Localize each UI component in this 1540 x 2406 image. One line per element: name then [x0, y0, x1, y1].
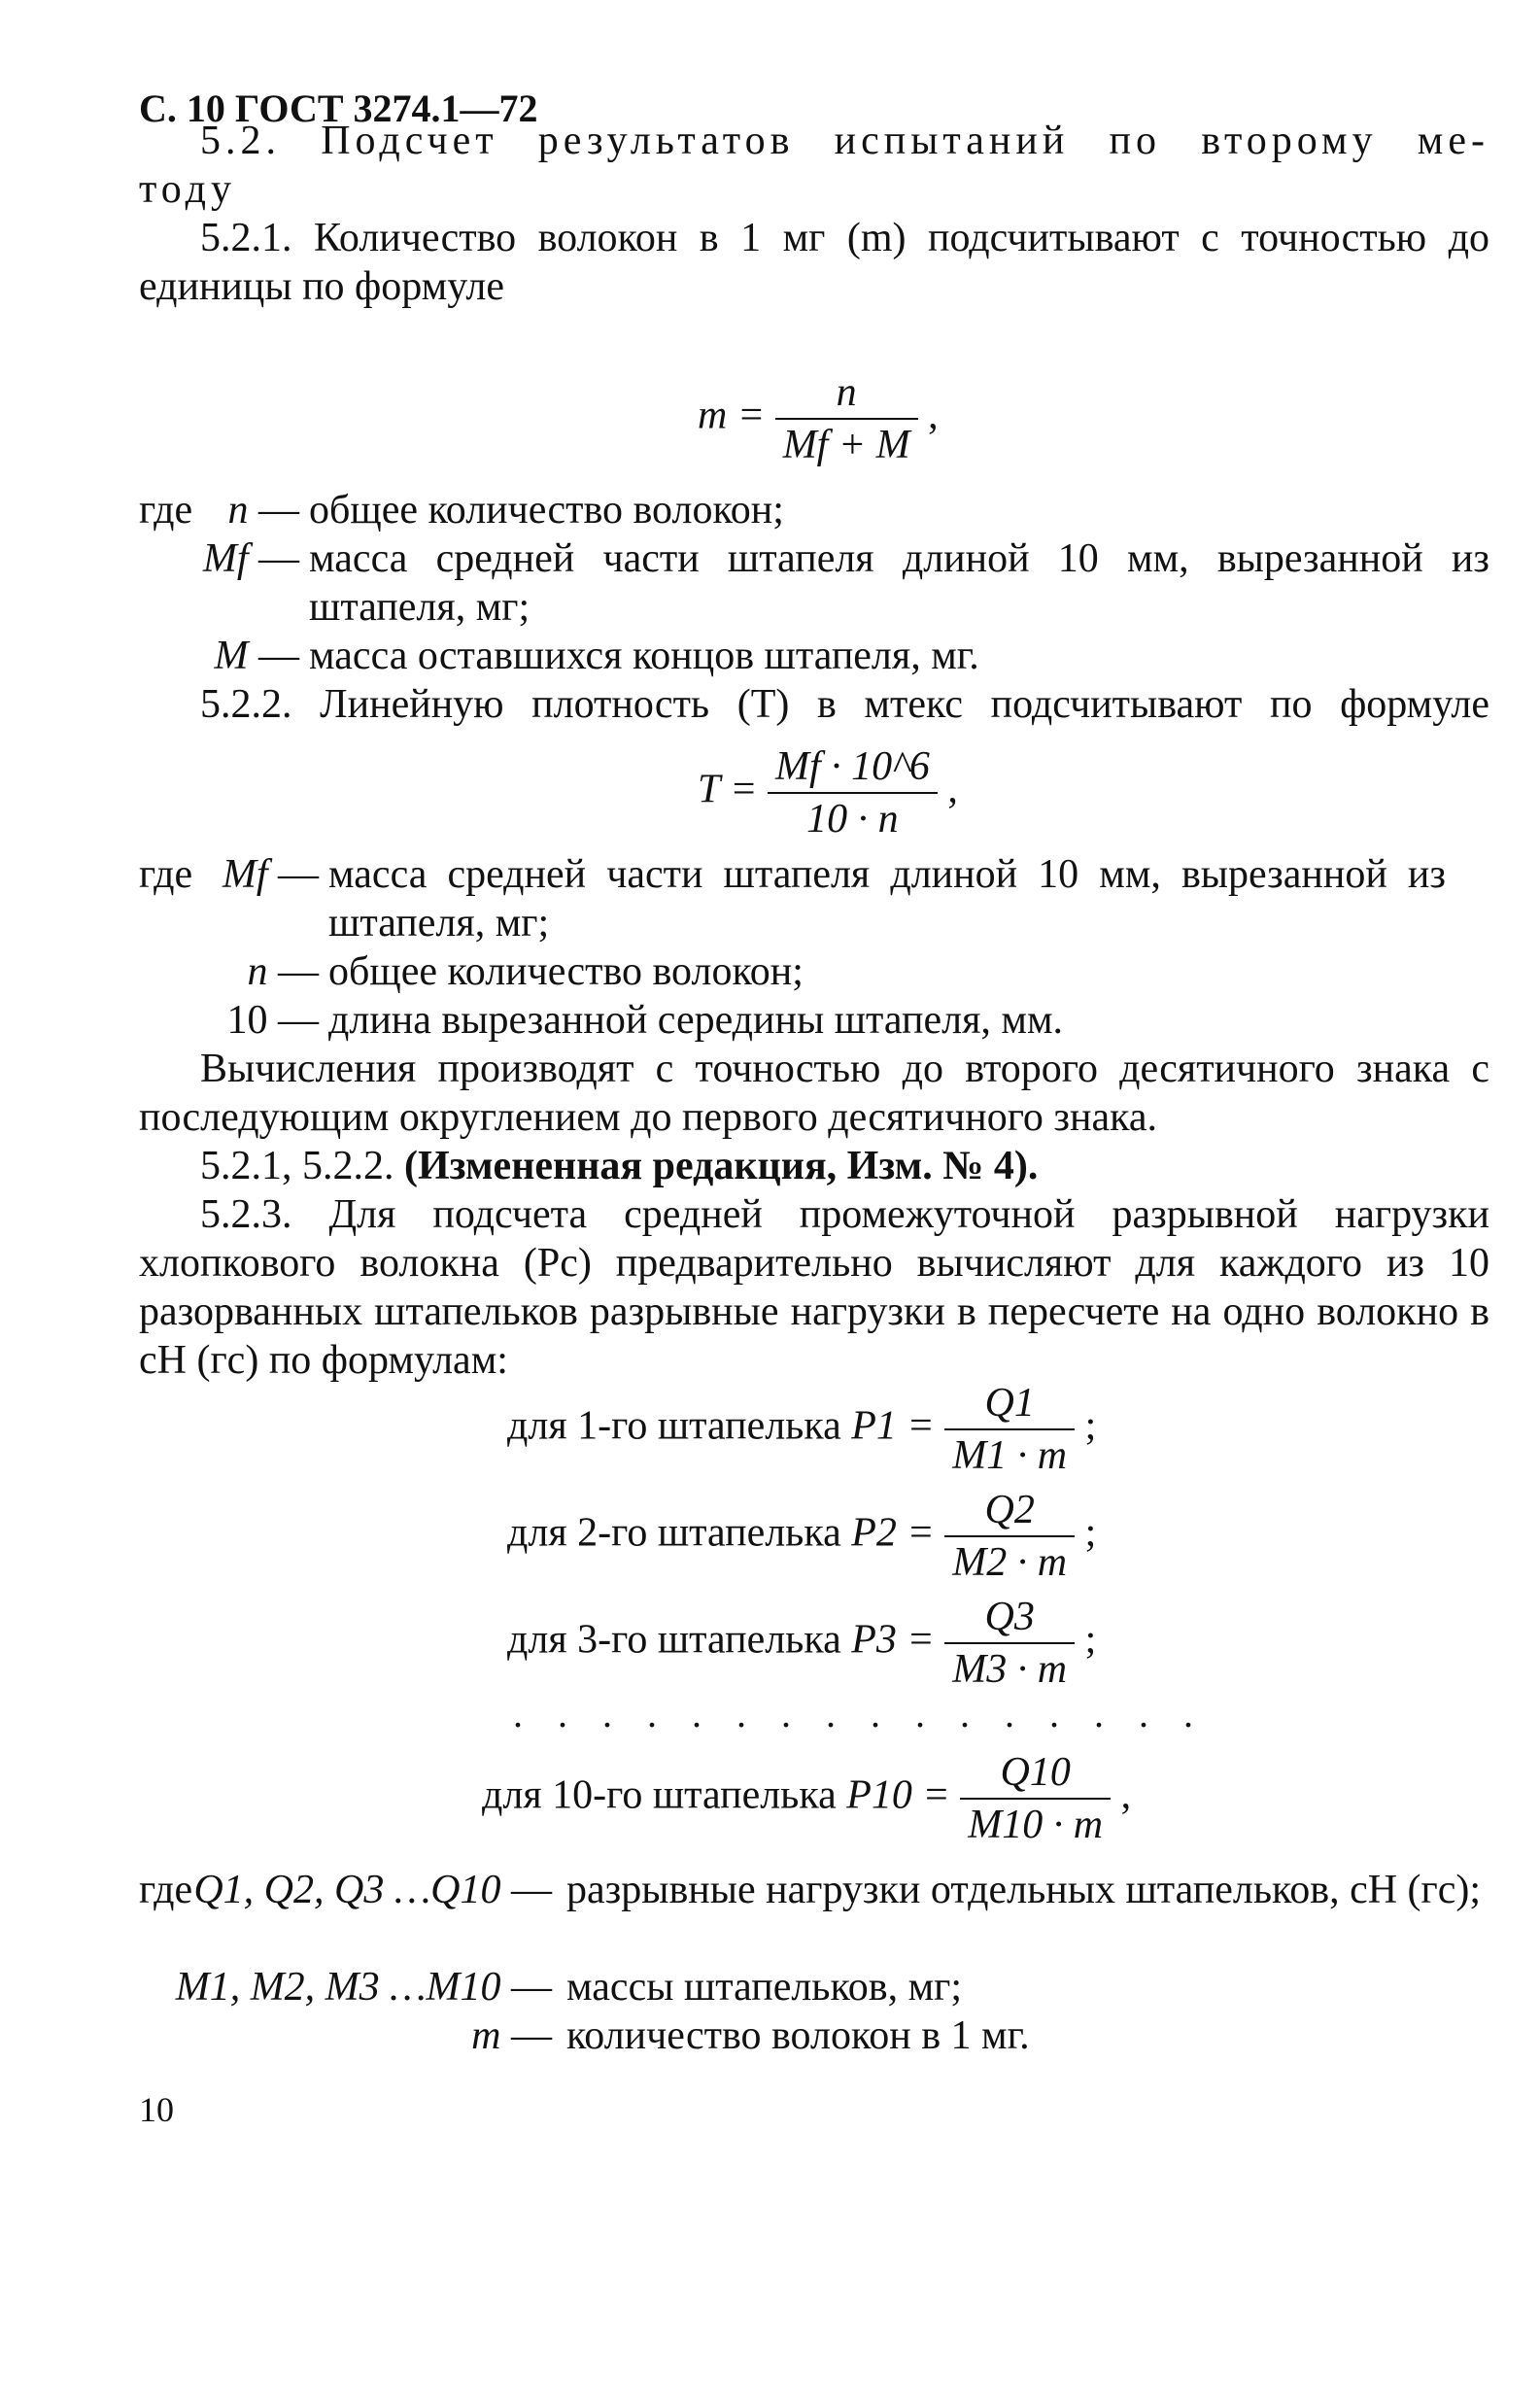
formula-m-denominator: Mf + M — [775, 418, 918, 468]
def-text-mi: массы штапельков, мг; — [566, 1965, 963, 2010]
formula-t-numerator: Mf · 10^6 — [774, 744, 930, 789]
formula-t-tail: , — [947, 767, 958, 812]
formula-t — [698, 743, 958, 842]
formula-m-numerator: n — [836, 370, 857, 415]
def-sym-10: 10 — — [226, 998, 319, 1043]
formula-t-fraction — [768, 743, 938, 842]
formula-t-lhs: T = — [698, 767, 758, 812]
section-5-2-2-text: 5.2.2. Линейную плотность (T) в мтекс подсчитывают по формуле — [200, 682, 1489, 727]
amendment-line — [200, 1142, 1540, 1190]
def-sym-mi: M1, M2, M3 …M10 — — [175, 1965, 552, 2010]
page-number: 10 — [139, 2090, 174, 2129]
def-text-n-2: общее количество волокон; — [328, 949, 804, 994]
formula-p1: для 1-го штапелька P1 = $\frac{Q1}{M1 \cdot m}$ ; — [507, 1381, 1097, 1478]
def-text-n-1: общее количество волокон; — [309, 488, 784, 533]
formula-m-tail: , — [928, 393, 939, 438]
formula-p3: для 3-го штапелька P3 = $\frac{Q3}{M3 \cdot m}$ ; — [507, 1595, 1097, 1692]
section-5-2-1-text: 5.2.1. Количество волокон в 1 мг (m) подсчитывают с точностью до единицы по формуле — [139, 216, 1489, 309]
def-sym-n-1: n — — [227, 488, 299, 533]
def-sym-q: Q1, Q2, Q3 …Q10 — — [193, 1868, 552, 1912]
formula-m — [698, 369, 939, 468]
def-text-10: длина вырезанной середины штапеля, мм. — [328, 998, 1064, 1043]
amendment-refs: 5.2.1, 5.2.2. — [200, 1144, 394, 1188]
def-sym-mf-2: Mf — — [222, 852, 319, 897]
def-sym-mf-1: Mf — — [202, 536, 299, 581]
def-sym-n-2: n — — [247, 949, 319, 994]
section-5-2-title-line1: 5.2. Подсчет результатов испытаний по второму ме- — [200, 119, 1489, 163]
formula-m-lhs: m = — [698, 393, 766, 438]
formula-p10: для 10-го штапелька P10 = $\frac{Q10}{M10 \cdot m}$ , — [482, 1750, 1132, 1847]
def-text-m-1: масса оставшихся концов штапеля, мг. — [309, 634, 979, 678]
page-header: С. 10 ГОСТ 3274.1—72 — [139, 86, 538, 130]
def-sym-m-1: M — — [214, 634, 299, 678]
ellipsis-row: . . . . . . . . . . . . . . . . — [513, 1692, 1206, 1736]
formula-t-denominator: 10 · n — [768, 792, 938, 842]
def-text-m-3: количество волокон в 1 мг. — [566, 2013, 1030, 2058]
where-label-2: где — [139, 852, 193, 897]
def-text-q: разрывные нагрузки отдельных штапельков, сН (гс); — [566, 1868, 1482, 1912]
where-label-3: где — [139, 1868, 193, 1912]
section-5-2-title-line2: тоду — [139, 167, 236, 212]
def-text-mf-2: масса средней части штапеля длиной 10 мм, вырезанной из штапеля, мг; — [328, 852, 1446, 945]
def-text-mf-1: масса средней части штапеля длиной 10 мм, вырезанной из штапеля, мг; — [309, 536, 1489, 630]
section-5-2-3-text: 5.2.3. Для подсчета средней промежуточной разрывной нагрузки хлопкового волокна (Pc) предварительно вычисляют для каждого из 10 разорванных штапельков разрывные нагрузки в пересчете на одно волокно в сН (гс) по формулам: — [139, 1192, 1489, 1383]
formula-p2: для 2-го штапелька P2 = $\frac{Q2}{M2 \cdot m}$ ; — [507, 1488, 1097, 1585]
calc-note: Вычисления производят с точностью до второго десятичного знака с последующим округлением до первого десятичного знака. — [139, 1047, 1489, 1140]
formula-m-fraction — [775, 369, 918, 468]
def-sym-m-3: m — — [471, 2013, 552, 2058]
amendment-text: (Измененная редакция, Изм. № 4). — [404, 1144, 1039, 1188]
where-label-1: где — [139, 488, 193, 533]
